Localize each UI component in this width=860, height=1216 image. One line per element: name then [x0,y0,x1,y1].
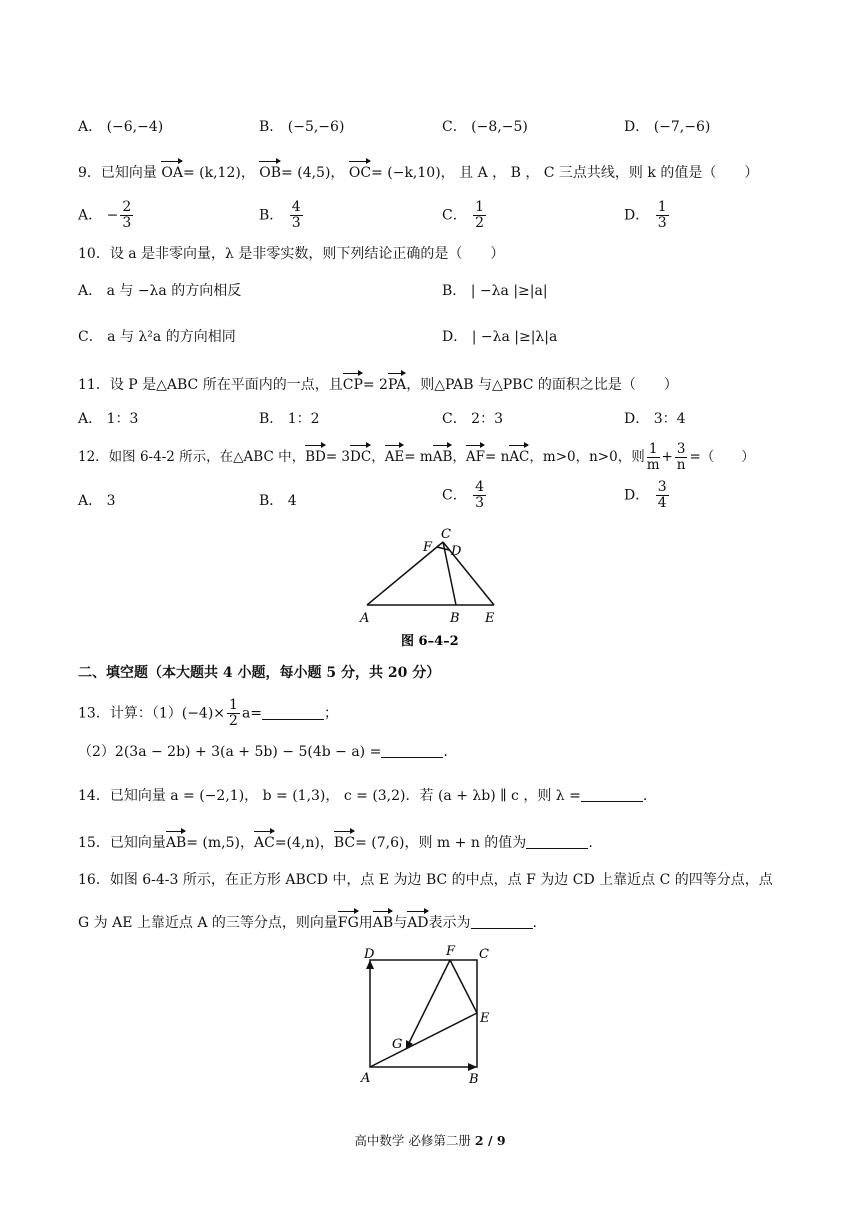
q8-option-d: D． (−7,−6) [624,119,711,135]
page-footer [0,1131,860,1149]
fig642-label-f: F [423,540,433,555]
fig642-caption: 图 6–4–2 [401,634,459,649]
vector-ab-q15: AB [166,830,186,853]
q10-stem: 10．设 a 是非零向量，λ 是非零实数，则下列结论正确的是（ ） [78,246,505,262]
q9-option-d: D． $\frac{1}{3}$ [624,199,667,231]
q8-option-a: A． (−6,−4) [78,119,164,135]
fig643-label-c: C [479,947,489,962]
fig643-label-a: A [361,1071,371,1086]
vector-ac-q15: AC [254,830,275,853]
fig643-label-d: D [364,947,375,962]
section-fill-in-title: 二、填空题（本大题共 4 小题，每小题 5 分，共 20 分） [78,665,441,681]
footer-title: 高中数学 必修第二册 [354,1133,471,1148]
q9-stem: 9．已知向量 OA= (k,12)， OB= (4,5)， OC= (−k,10)， 且 A ， B ， C 三点共线，则 k 的值是（ ） [78,160,800,183]
q13-part1: 13．计算：（1）(−4)× $\frac{1}{2}$ a= ； [78,697,339,729]
q11-option-a: A． 1：3 [78,411,139,427]
q16-line2: G 为 AE 上靠近点 A 的三等分点，则向量FG用AB与AD表示为 . [78,910,800,933]
q10-option-b: B． | −λa |≥|a| [442,283,548,299]
q11-option-c: C． 2：3 [442,411,503,427]
fig643-label-e: E [480,1011,490,1026]
q13-part2: （2）2(3a − 2b) + 3(a + 5b) − 5(4b − a) = . [78,744,448,760]
q10-option-c: C． a 与 λ²a 的方向相同 [78,329,236,345]
q12-option-c: C． $\frac{4}{3}$ [442,479,485,511]
figure-6-4-3 [356,942,516,1087]
vector-ab: AB [433,444,453,467]
q11-option-b: B． 1：2 [259,411,320,427]
fig642-label-e: E [485,611,495,626]
q12-stem: 12．如图 6-4-2 所示，在△ABC 中，BD= 3DC，AE= mAB，AF= nAC，m>0，n>0，则 $\frac{1}{m}$ + $\frac{3}{n}$ =（ ） [78,441,755,473]
q15-blank[interactable] [526,834,588,849]
q12-option-b: B． 4 [259,493,297,509]
q13-blank-1[interactable] [262,705,324,720]
fig643-label-b: B [469,1072,479,1087]
fig643-label-g: G [392,1037,403,1052]
vector-ae: AE [385,444,405,467]
q16-blank[interactable] [471,914,533,929]
fig642-label-a: A [360,611,370,626]
vector-af: AF [466,444,485,467]
vector-ad-q16: AD [407,910,428,933]
vector-fg: FG [338,910,359,933]
q8-option-c: C． (−8,−5) [442,119,528,135]
q11-option-d: D． 3：4 [624,411,686,427]
vector-cp: CP [343,372,363,395]
vector-oa: OA [161,160,183,183]
fig642-label-c: C [441,527,451,542]
figure-6-4-2 [345,525,545,655]
vector-ob: OB [259,160,281,183]
q15-stem: 15．已知向量AB= (m,5)，AC=(4,n)，BC= (7,6)，则 m + n 的值为 . [78,830,800,853]
q16-line1: 16．如图 6-4-3 所示，在正方形 ABCD 中，点 E 为边 BC 的中点，点 F 为边 CD 上靠近点 C 的四等分点，点 [78,872,773,888]
q12-option-a: A． 3 [78,493,116,509]
q9-option-a: A． − $\frac{2}{3}$ [78,199,132,231]
fig642-label-b: B [450,611,460,626]
vector-ac: AC [509,444,529,467]
q13-blank-2[interactable] [381,743,443,758]
q12-option-d: D． $\frac{3}{4}$ [624,479,667,511]
q14-blank[interactable] [581,787,643,802]
vector-bd: BD [305,444,326,467]
vector-bc-q15: BC [334,830,355,853]
q8-option-b: B． (−5,−6) [259,119,345,135]
q10-option-d: D． | −λa |≥|λ|a [442,329,558,345]
fig643-label-f: F [446,944,456,959]
q11-stem: 11．设 P 是△ABC 所在平面内的一点，且CP= 2PA，则△PAB 与△PBC 的面积之比是（ ） [78,372,800,395]
q9-option-c: C． $\frac{1}{2}$ [442,199,485,231]
vector-dc: DC [350,444,371,467]
vector-pa: PA [388,372,406,395]
vector-ab-q16: AB [373,910,393,933]
page-number: 2 / 9 [474,1133,506,1148]
q9-option-b: B． $\frac{4}{3}$ [259,199,301,231]
vector-oc: OC [349,160,371,183]
q10-option-a: A． a 与 −λa 的方向相反 [78,283,242,299]
q14-stem: 14．已知向量 a = (−2,1)， b = (1,3)， c = (3,2)．若 (a + λb) ∥ c ，则 λ = . [78,788,648,804]
fig642-label-d: D [451,544,462,559]
